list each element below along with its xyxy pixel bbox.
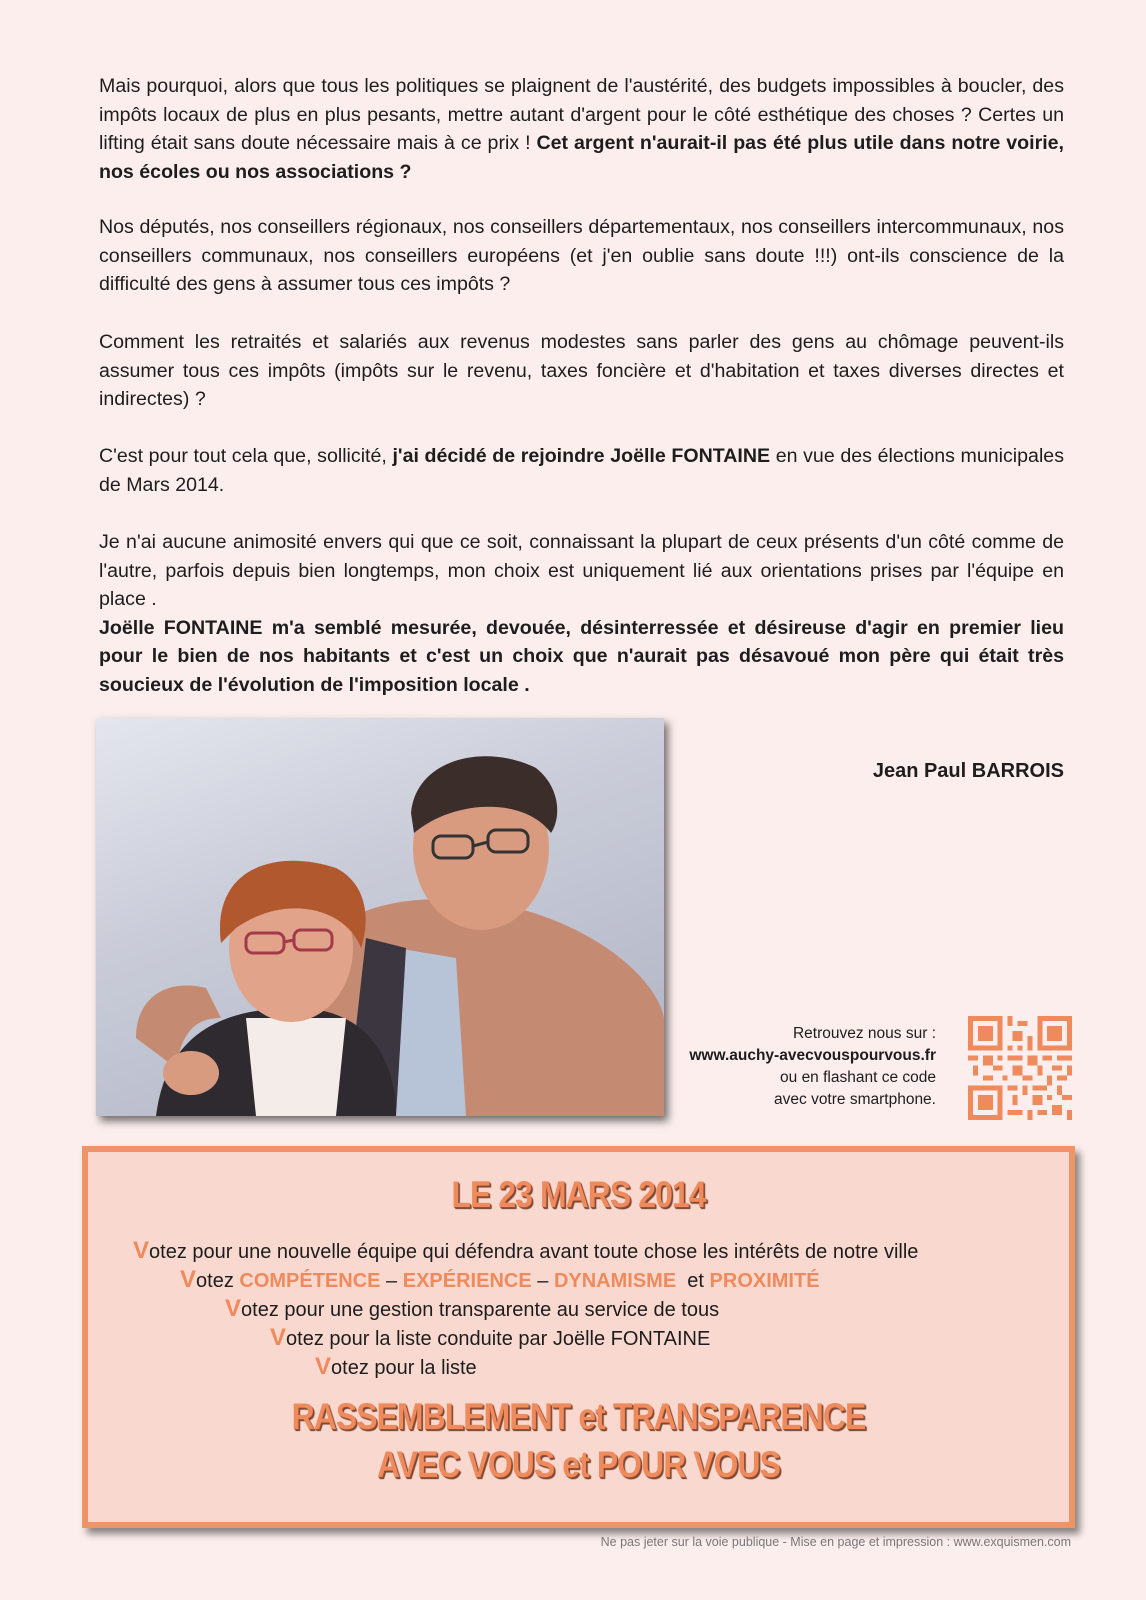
paragraph-choice bbox=[99, 528, 1064, 699]
vote-text: otez pour une gestion transparente au service de tous bbox=[241, 1299, 720, 1321]
paragraph-text: Je n'ai aucune animosité envers qui que ce soit, connaissant la plupart de ceux présents d'un côté comme de l'autre, parfois depuis bien longtemps, mon choix est uniquement lié aux orientations prises par l'équipe en place . bbox=[99, 531, 1064, 610]
qr-instructions bbox=[689, 1023, 936, 1111]
qr-line-1: Retrouvez nous sur : bbox=[792, 1025, 936, 1042]
paragraph-emphasis: Joëlle FONTAINE m'a semblé mesurée, devouée, désinterressée et désireuse d'agir en premier lieu pour le bien de nos habitants et c'est un choix que n'aurait pas désavoué mon père qui était très soucieux de l'évolution de l'imposition locale . bbox=[99, 616, 1064, 696]
paragraph-text: Comment les retraités et salariés aux revenus modestes sans parler des gens au chômage peuvent-ils assumer tous ces impôts (impôts sur le revenu, taxes foncière et d'habitation et taxes diverses directes et indirectes) ? bbox=[99, 331, 1064, 410]
paragraph-decision bbox=[99, 442, 1064, 499]
separator: et bbox=[676, 1270, 710, 1292]
vote-text: otez pour la liste bbox=[331, 1357, 477, 1379]
separator: – bbox=[380, 1270, 403, 1292]
website-link[interactable]: www.auchy-avecvouspourvous.fr bbox=[689, 1047, 936, 1064]
paragraph-text: C'est pour tout cela que, sollicité, bbox=[99, 445, 393, 467]
paragraph-text: Mais pourquoi, alors que tous les politiques se plaignent de l'austérité, des budgets impossibles à boucler, des impôts locaux de plus en plus pesants, mettre autant d'argent pour le côté esthétique des choses ? Certes un lifting était sans doute nécessaire mais à ce prix ! bbox=[99, 75, 1064, 154]
vote-box bbox=[82, 1146, 1075, 1528]
vote-line-4 bbox=[270, 1325, 710, 1352]
vote-initial: V bbox=[270, 1324, 287, 1351]
vote-initial: V bbox=[180, 1266, 197, 1293]
separator: – bbox=[531, 1270, 554, 1292]
keyword-dynamisme: DYNAMISME bbox=[553, 1270, 677, 1292]
qr-code-icon[interactable] bbox=[968, 1016, 1072, 1120]
paragraph-elected-officials bbox=[99, 213, 1064, 299]
candidates-photo bbox=[96, 718, 664, 1116]
vote-text: otez bbox=[196, 1270, 240, 1292]
vote-text: otez pour une nouvelle équipe qui défendra avant toute chose les intérêts de notre ville bbox=[149, 1241, 919, 1263]
paragraph-retirees bbox=[99, 328, 1064, 414]
paragraph-text: Nos députés, nos conseillers régionaux, nos conseillers départementaux, nos conseillers intercommunaux, nos conseillers communaux, nos conseillers européens (et j'en oublie sans doute !!!) ont-ils conscience de la difficulté des gens à assumer tous ces impôts ? bbox=[99, 216, 1064, 295]
qr-line-4: avec votre smartphone. bbox=[774, 1091, 936, 1108]
vote-initial: V bbox=[133, 1237, 150, 1264]
paragraph-emphasis: j'ai décidé de rejoindre Joëlle FONTAINE bbox=[392, 445, 771, 467]
keyword-competence: COMPÉTENCE bbox=[239, 1270, 381, 1292]
keyword-experience: EXPÉRIENCE bbox=[402, 1270, 532, 1292]
vote-line-2 bbox=[180, 1267, 820, 1294]
paragraph-emphasis: Cet argent n'aurait-il pas été plus utile dans notre voirie, nos écoles ou nos associations ? bbox=[99, 132, 1064, 183]
vote-line-5 bbox=[315, 1354, 477, 1381]
vote-line-1 bbox=[133, 1238, 918, 1265]
people-illustration bbox=[96, 718, 664, 1116]
slogan-line-1: RASSEMBLEMENT et TRANSPARENCE bbox=[291, 1396, 866, 1437]
slogan-line-2: AVEC VOUS et POUR VOUS bbox=[376, 1444, 781, 1485]
vote-initial: V bbox=[225, 1295, 242, 1322]
vote-line-3 bbox=[225, 1296, 719, 1323]
qr-line-3: ou en flashant ce code bbox=[780, 1069, 936, 1086]
signature-name: Jean Paul BARROIS bbox=[872, 760, 1064, 782]
keyword-proximite: PROXIMITÉ bbox=[709, 1270, 820, 1292]
paragraph-text: en vue des élections municipales de Mars 2014. bbox=[99, 445, 1064, 496]
vote-initial: V bbox=[315, 1353, 332, 1380]
footer-note: Ne pas jeter sur la voie publique - Mise en page et impression : www.exquismen.com bbox=[600, 1535, 1071, 1549]
election-date: LE 23 MARS 2014 bbox=[451, 1174, 706, 1215]
vote-text: otez pour la liste conduite par Joëlle FONTAINE bbox=[286, 1328, 711, 1350]
paragraph-austerity bbox=[99, 72, 1064, 186]
